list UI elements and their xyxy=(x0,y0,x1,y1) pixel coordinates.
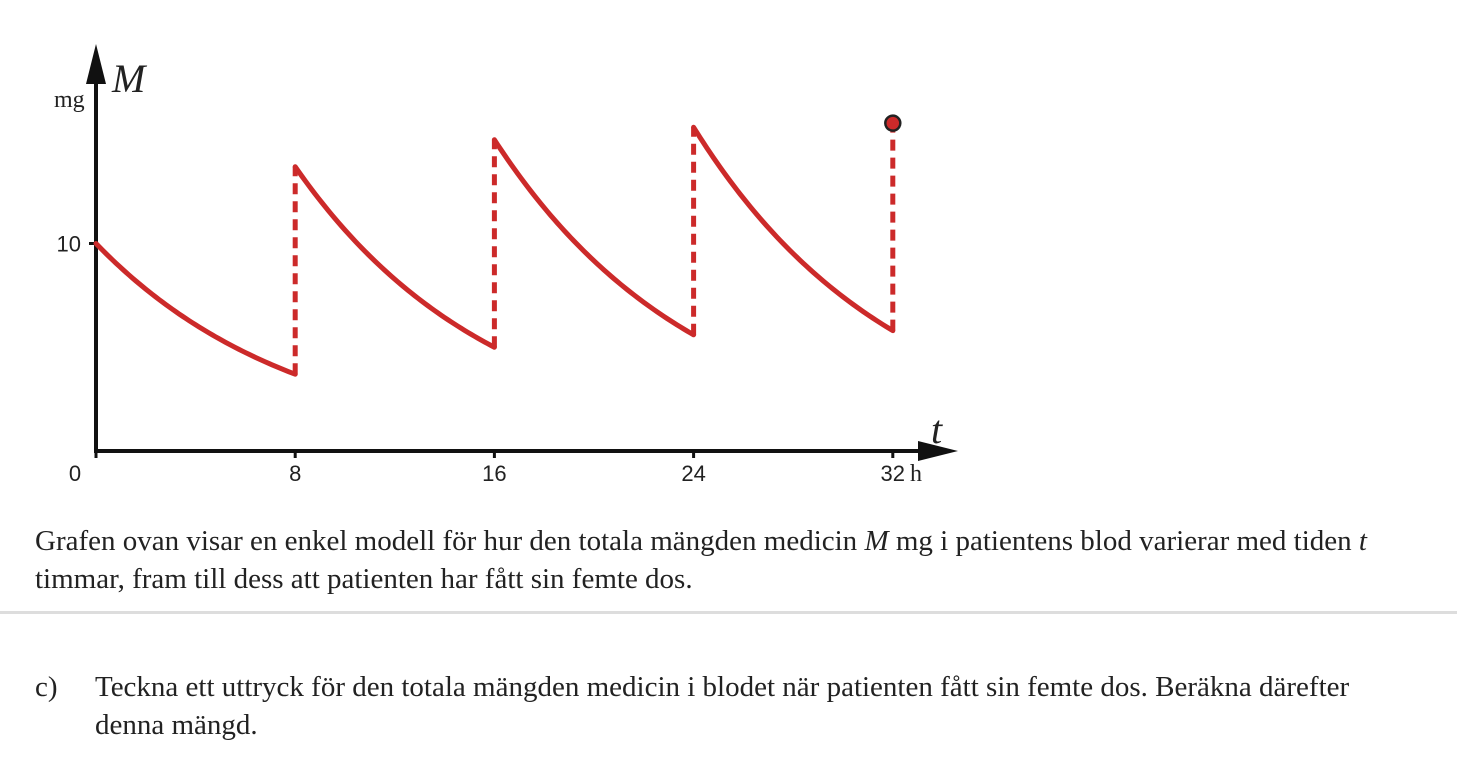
x-tick-label: 32 xyxy=(880,461,906,486)
variable-M: M xyxy=(864,525,889,557)
decay-curve xyxy=(494,140,693,335)
question-text: Teckna ett uttryck för den totala mängden medicin i blodet när patienten fått sin femte dos. Beräkna därefter denna mängd. xyxy=(95,671,1350,741)
description-part: mg i patientens blod varierar med tiden xyxy=(888,525,1359,557)
x-tick-label: 0 xyxy=(68,461,82,486)
y-unit-label: mg xyxy=(54,87,85,113)
medicine-chart xyxy=(0,0,1000,500)
description-part: Grafen ovan visar en enkel modell för hur den totala mängden medicin xyxy=(35,525,865,557)
y-axis-variable: M xyxy=(112,56,146,101)
fifth-dose-point xyxy=(885,116,900,131)
x-unit-label: h xyxy=(910,461,922,487)
y-axis-arrow xyxy=(86,44,106,84)
decay-curve xyxy=(96,244,295,375)
decay-curve xyxy=(694,127,893,330)
description-text xyxy=(35,522,1415,598)
x-tick-label: 16 xyxy=(482,461,507,486)
decay-curve xyxy=(295,167,494,348)
question-label: c) xyxy=(35,671,58,703)
section-divider xyxy=(0,611,1457,614)
x-axis-variable: t xyxy=(931,407,943,452)
variable-t: t xyxy=(1358,525,1367,557)
x-tick-label: 24 xyxy=(681,461,706,486)
x-tick-label: 8 xyxy=(289,461,302,486)
y-tick-label: 10 xyxy=(56,231,81,257)
description-part: timmar, fram till dess att patienten har fått sin femte dos. xyxy=(35,563,693,595)
